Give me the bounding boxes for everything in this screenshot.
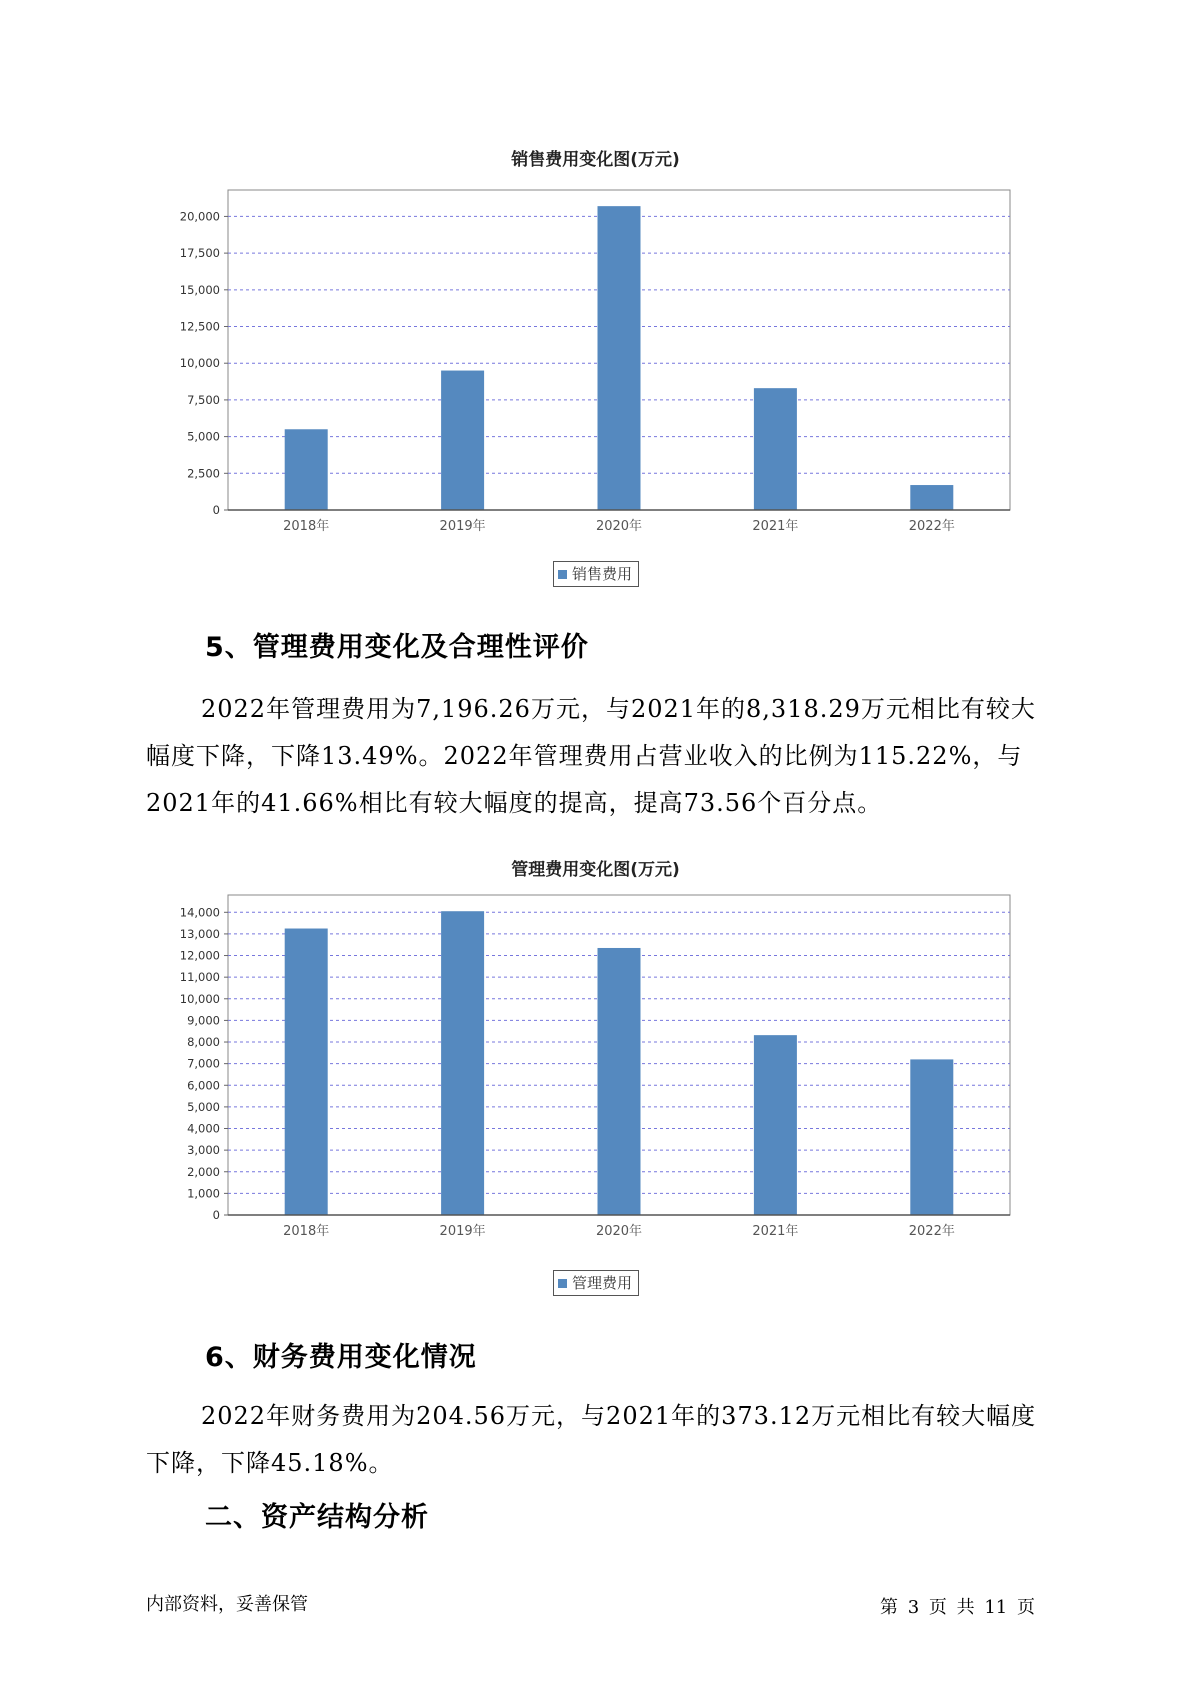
mgmt-expense-paragraph: 2022年管理费用为7,196.26万元，与2021年的8,318.29万元相比有较大幅度下降，下降13.49%。2022年管理费用占营业收入的比例为115.22%，与2021年的41.66%相比有较大幅度的提高，提高73.56个百分点。 bbox=[146, 695, 1036, 817]
y-tick-label: 5,000 bbox=[187, 1099, 220, 1114]
bar-2022年 bbox=[910, 485, 953, 510]
y-tick-label: 6,000 bbox=[187, 1078, 220, 1093]
y-tick-label: 0 bbox=[212, 1208, 220, 1222]
y-tick-label: 17,500 bbox=[179, 246, 220, 261]
bar-2021年 bbox=[754, 388, 797, 510]
y-tick-label: 0 bbox=[212, 503, 220, 517]
bar-2019年 bbox=[441, 911, 484, 1215]
y-tick-label: 9,000 bbox=[187, 1013, 220, 1028]
y-tick-label: 12,000 bbox=[179, 948, 220, 963]
x-tick-label: 2020年 bbox=[595, 1224, 643, 1239]
mgmt-chart-legend bbox=[553, 1270, 639, 1296]
fin-expense-heading: 6、财务费用变化情况 bbox=[205, 1342, 477, 1373]
mgmt-expense-heading: 5、管理费用变化及合理性评价 bbox=[205, 632, 589, 663]
bar-2019年 bbox=[441, 371, 484, 510]
bar-2022年 bbox=[910, 1059, 953, 1215]
footer-page-number: 第 3 页 共 11 页 bbox=[880, 1597, 1035, 1618]
y-tick-label: 10,000 bbox=[179, 356, 220, 371]
y-tick-label: 1,000 bbox=[187, 1186, 220, 1201]
y-tick-label: 2,000 bbox=[187, 1164, 220, 1179]
footer-confidential-note: 内部资料，妥善保管 bbox=[146, 1594, 308, 1615]
legend-label: 管理费用 bbox=[572, 1274, 633, 1292]
y-tick-label: 10,000 bbox=[179, 991, 220, 1006]
bar-2021年 bbox=[754, 1035, 797, 1215]
y-tick-label: 8,000 bbox=[187, 1035, 220, 1050]
x-tick-label: 2019年 bbox=[439, 1224, 486, 1239]
x-tick-label: 2019年 bbox=[439, 519, 486, 534]
x-tick-label: 2018年 bbox=[283, 519, 330, 534]
y-tick-label: 3,000 bbox=[187, 1143, 220, 1158]
bar-2018年 bbox=[285, 429, 328, 510]
bar-2020年 bbox=[598, 948, 641, 1215]
x-tick-label: 2021年 bbox=[752, 519, 799, 534]
legend-swatch bbox=[558, 1279, 567, 1288]
fin-expense-paragraph: 2022年财务费用为204.56万元，与2021年的373.12万元相比有较大幅度下降，下降45.18%。 bbox=[146, 1402, 1037, 1477]
y-tick-label: 12,500 bbox=[179, 319, 220, 334]
sales-chart-title: 销售费用变化图(万元) bbox=[511, 150, 680, 170]
x-tick-label: 2018年 bbox=[283, 1224, 330, 1239]
mgmt-chart-title: 管理费用变化图(万元) bbox=[511, 860, 680, 880]
legend-swatch bbox=[558, 570, 567, 579]
asset-structure-heading: 二、资产结构分析 bbox=[205, 1502, 429, 1533]
y-tick-label: 7,500 bbox=[187, 392, 220, 407]
y-tick-label: 2,500 bbox=[187, 466, 220, 481]
mgmt-expense-chart bbox=[150, 895, 1040, 1239]
bar-2020年 bbox=[598, 206, 641, 510]
x-tick-label: 2022年 bbox=[908, 519, 955, 534]
y-tick-label: 4,000 bbox=[187, 1121, 220, 1136]
y-tick-label: 20,000 bbox=[179, 209, 220, 224]
y-tick-label: 5,000 bbox=[187, 429, 220, 444]
y-tick-label: 14,000 bbox=[179, 905, 220, 920]
y-tick-label: 13,000 bbox=[179, 926, 220, 941]
x-tick-label: 2020年 bbox=[595, 519, 643, 534]
bar-2018年 bbox=[285, 929, 328, 1215]
sales-expense-chart bbox=[150, 190, 1040, 534]
y-tick-label: 15,000 bbox=[179, 282, 220, 297]
sales-chart-legend bbox=[553, 561, 639, 587]
x-tick-label: 2021年 bbox=[752, 1224, 799, 1239]
legend-label: 销售费用 bbox=[572, 565, 633, 583]
x-tick-label: 2022年 bbox=[908, 1224, 955, 1239]
y-tick-label: 11,000 bbox=[179, 970, 220, 985]
y-tick-label: 7,000 bbox=[187, 1056, 220, 1071]
